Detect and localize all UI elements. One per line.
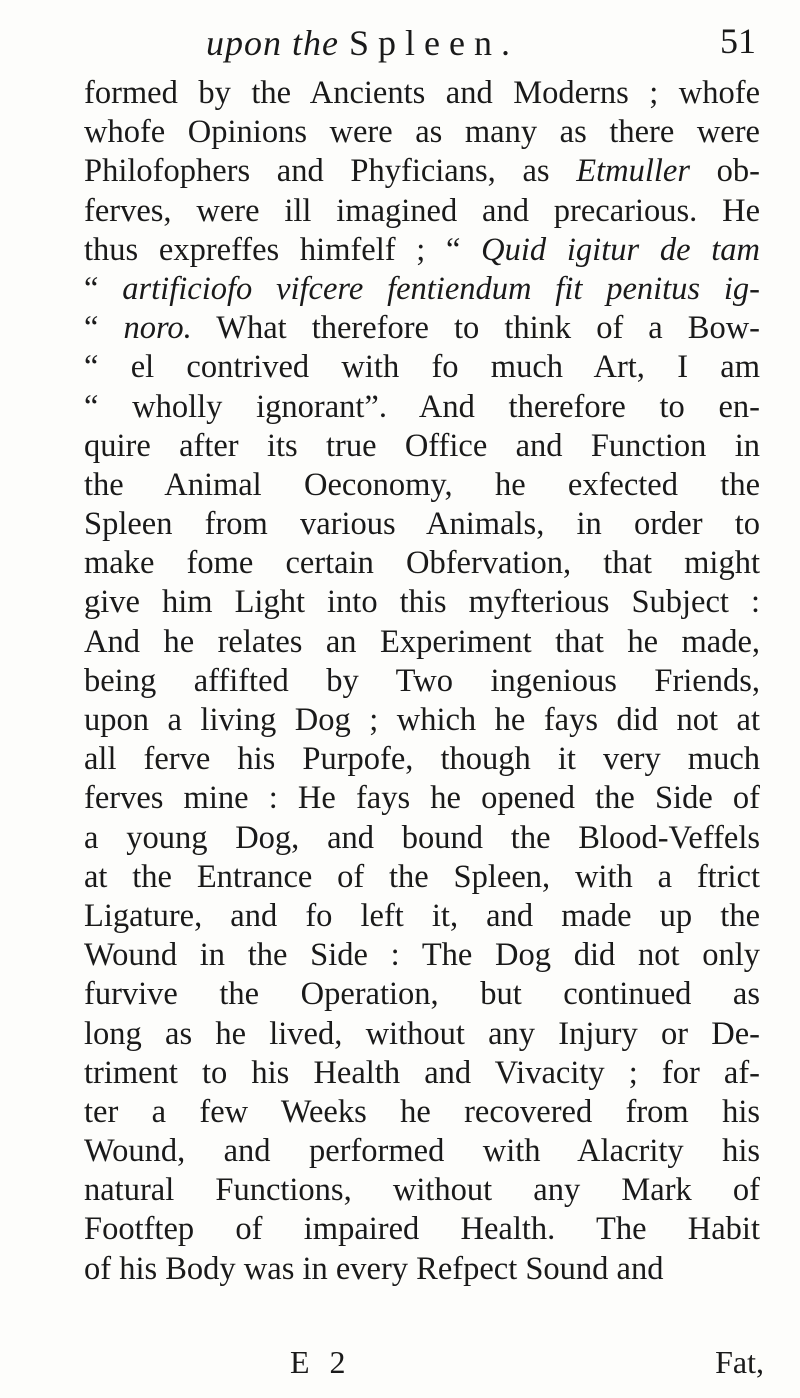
text-line: being affifted by Two ingenious Friends,: [84, 662, 760, 699]
running-header: [206, 14, 756, 70]
text-line: long as he lived, without any Injury or De-: [84, 1015, 760, 1052]
text-line: triment to his Health and Vivacity ; for af-: [84, 1054, 760, 1091]
text-line: a young Dog, and bound the Blood-Veffels: [84, 819, 760, 856]
signature-mark: E 2: [290, 1344, 352, 1380]
text-line: give him Light into this myfterious Subject :: [84, 584, 760, 621]
text-line: whofe Opinions were as many as there were: [84, 114, 760, 151]
text-line: Wound in the Side : The Dog did not only: [84, 937, 760, 974]
text-line: “ noro. What therefore to think of a Bow-: [84, 310, 760, 347]
text-line: all ferve his Purpofe, though it very much: [84, 741, 760, 778]
page-number: 51: [720, 21, 756, 61]
text-line: furvive the Operation, but continued as: [84, 976, 760, 1013]
running-title-italic: upon the: [206, 23, 339, 63]
text-line: ferves, were ill imagined and precarious. He: [84, 192, 760, 229]
text-line: Spleen from various Animals, in order to: [84, 506, 760, 543]
text-line: of his Body was in every Refpect Sound and: [84, 1250, 664, 1287]
text-line: quire after its true Office and Function in: [84, 427, 760, 464]
running-title: [206, 22, 519, 64]
text-line: ferves mine : He fays he opened the Side of: [84, 780, 760, 817]
catchword: Fat,: [715, 1344, 764, 1380]
text-line: Wound, and performed with Alacrity his: [84, 1133, 760, 1170]
text-line: make fome certain Obfervation, that might: [84, 545, 760, 582]
running-title-caps: Spleen.: [348, 23, 519, 63]
text-line: “ wholly ignorant”. And therefore to en-: [84, 388, 760, 425]
body-text: [84, 74, 760, 1289]
text-line: “ artificiofo vifcere fentiendum fit penitus ig-: [84, 270, 760, 307]
text-line: upon a living Dog ; which he fays did not at: [84, 702, 760, 738]
text-line: at the Entrance of the Spleen, with a ftrict: [84, 858, 760, 895]
text-line: formed by the Ancients and Moderns ; whofe: [84, 75, 760, 111]
text-line: natural Functions, without any Mark of: [84, 1172, 760, 1209]
text-line: Ligature, and fo left it, and made up the: [84, 897, 760, 934]
text-line: “ el contrived with fo much Art, I am: [84, 349, 760, 386]
text-line: the Animal Oeconomy, he exfected the: [84, 466, 760, 503]
text-line: Footftep of impaired Health. The Habit: [84, 1211, 760, 1248]
text-line: And he relates an Experiment that he made,: [84, 623, 760, 660]
text-line: ter a few Weeks he recovered from his: [84, 1093, 760, 1130]
text-line: Philofophers and Phyficians, as Etmuller ob-: [84, 153, 760, 190]
text-line: thus expreffes himfelf ; “ Quid igitur de tam: [84, 231, 760, 268]
